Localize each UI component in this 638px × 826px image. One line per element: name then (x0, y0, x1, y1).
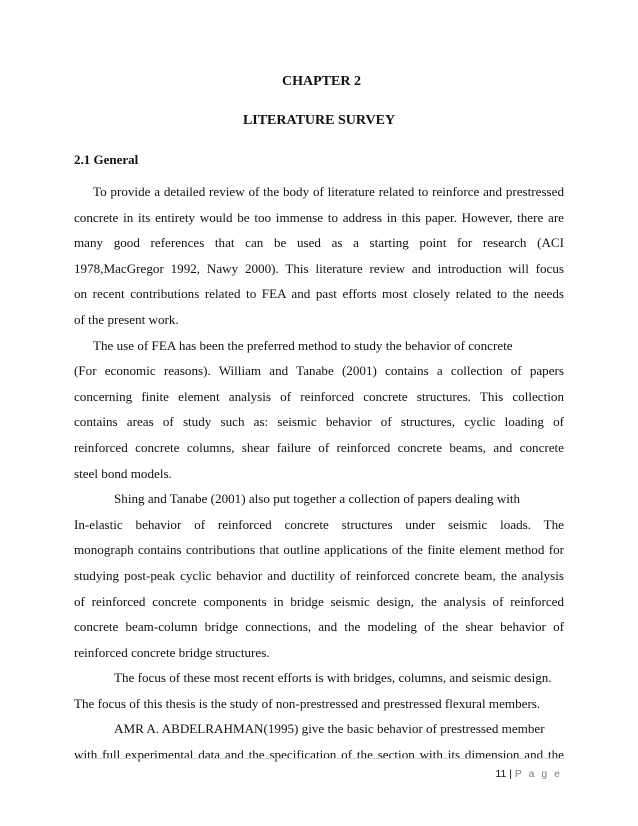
text-line: concrete in its entirety would be too immense to address in this paper. However, there are (74, 209, 564, 225)
page-number: 11 (495, 768, 507, 780)
page-label: P a g e (514, 768, 562, 780)
chapter-number: CHAPTER 2 (282, 74, 361, 89)
text-line: The use of FEA has been the preferred method to study the behavior of concrete (93, 337, 513, 353)
text-line: In-elastic behavior of reinforced concrete structures under seismic loads. The (74, 516, 564, 532)
body-text (74, 179, 564, 768)
text-line: 1978,MacGregor 1992, Nawy 2000). This literature review and introduction will focus (74, 260, 564, 276)
text-line: with full experimental data and the specification of the section with its dimension and the (74, 747, 564, 763)
text-line: studying post-peak cyclic behavior and ductility of reinforced concrete beam, the analysis (74, 567, 564, 583)
text-line: concrete beam-column bridge connections, and the modeling of the shear behavior of (74, 619, 564, 635)
text-line: contains areas of study such as: seismic behavior of structures, cyclic loading of (74, 414, 564, 430)
text-line: (For economic reasons). William and Tanabe (2001) contains a collection of papers (74, 363, 564, 379)
text-line: many good references that can be used as a starting point for research (ACI (74, 235, 564, 251)
text-line: concerning finite element analysis of reinforced concrete structures. This collection (74, 388, 564, 404)
text-line: The focus of these most recent efforts is with bridges, columns, and seismic design. (114, 670, 552, 686)
text-line: reinforced concrete bridge structures. (74, 644, 270, 660)
section-heading: 2.1 General (74, 152, 139, 167)
page-footer (495, 768, 562, 781)
text-line: of the present work. (74, 311, 179, 327)
text-line: steel bond models. (74, 465, 172, 481)
chapter-title: LITERATURE SURVEY (242, 113, 396, 128)
page-separator: | (509, 768, 512, 780)
text-line: To provide a detailed review of the body of literature related to reinforce and prestressed (93, 184, 564, 199)
text-line: reinforced concrete columns, shear failure of reinforced concrete beams, and concrete (74, 439, 564, 455)
text-line: of reinforced concrete components in bridge seismic design, the analysis of reinforced (74, 593, 564, 609)
text-line: on recent contributions related to FEA and past efforts most closely related to the needs (74, 286, 564, 302)
text-line: The focus of this thesis is the study of non-prestressed and prestressed flexural members. (74, 695, 541, 711)
footer-divider (74, 758, 564, 759)
text-line: Shing and Tanabe (2001) also put together a collection of papers dealing with (114, 491, 521, 507)
text-line: monograph contains contributions that outline applications of the finite element method for (74, 542, 564, 558)
text-line: AMR A. ABDELRAHMAN(1995) give the basic behavior of prestressed member (114, 721, 545, 737)
